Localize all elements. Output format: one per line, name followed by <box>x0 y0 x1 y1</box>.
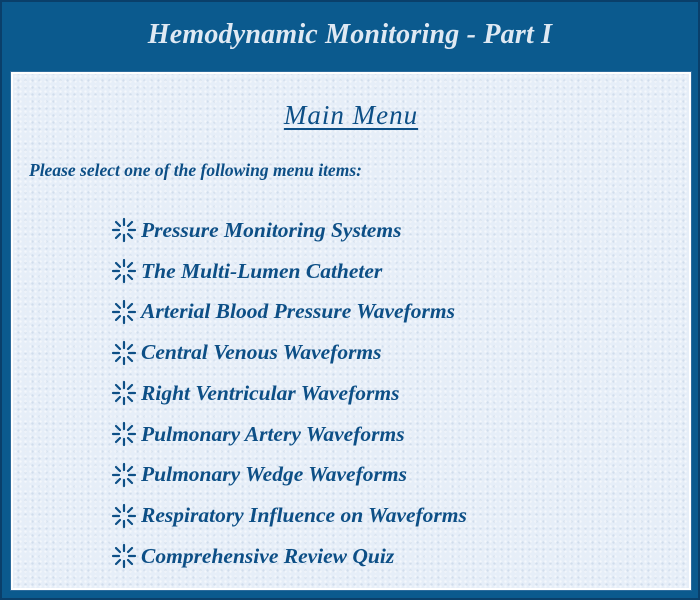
menu-item-multi-lumen-catheter[interactable] <box>111 251 467 292</box>
sparkle-icon <box>111 380 137 406</box>
title-bar <box>2 2 698 70</box>
instructions-text: Please select one of the following menu items: <box>29 160 362 180</box>
menu-item-pulmonary-artery-waveforms[interactable] <box>111 414 467 455</box>
menu-item-label: Right Ventricular Waveforms <box>141 380 400 405</box>
menu-item-label: Central Venous Waveforms <box>141 340 382 365</box>
sparkle-icon <box>111 217 137 243</box>
menu-list <box>111 210 467 577</box>
menu-item-pressure-monitoring-systems[interactable] <box>111 210 467 251</box>
app-title: Hemodynamic Monitoring - Part I <box>147 19 553 50</box>
sparkle-icon <box>111 340 137 366</box>
menu-item-label: The Multi-Lumen Catheter <box>141 258 383 283</box>
menu-item-respiratory-influence-on-waveforms[interactable] <box>111 495 467 536</box>
menu-item-right-ventricular-waveforms[interactable] <box>111 373 467 414</box>
menu-item-label: Respiratory Influence on Waveforms <box>141 503 467 528</box>
menu-item-comprehensive-review-quiz[interactable] <box>111 536 467 577</box>
content-panel <box>11 72 691 590</box>
menu-item-pulmonary-wedge-waveforms[interactable] <box>111 455 467 496</box>
main-menu-heading <box>13 100 689 131</box>
sparkle-icon <box>111 299 137 325</box>
sparkle-icon <box>111 462 137 488</box>
menu-item-label: Pulmonary Artery Waveforms <box>141 421 405 446</box>
menu-item-label: Arterial Blood Pressure Waveforms <box>141 299 455 324</box>
menu-item-label: Pulmonary Wedge Waveforms <box>141 462 407 487</box>
menu-item-label: Comprehensive Review Quiz <box>141 543 395 568</box>
sparkle-icon <box>111 258 137 284</box>
sparkle-icon <box>111 503 137 529</box>
menu-item-central-venous-waveforms[interactable] <box>111 332 467 373</box>
sparkle-icon <box>111 421 137 447</box>
sparkle-icon <box>111 543 137 569</box>
menu-item-arterial-blood-pressure-waveforms[interactable] <box>111 292 467 333</box>
main-menu-heading-text: Main Menu <box>283 100 419 130</box>
menu-item-label: Pressure Monitoring Systems <box>141 217 402 242</box>
